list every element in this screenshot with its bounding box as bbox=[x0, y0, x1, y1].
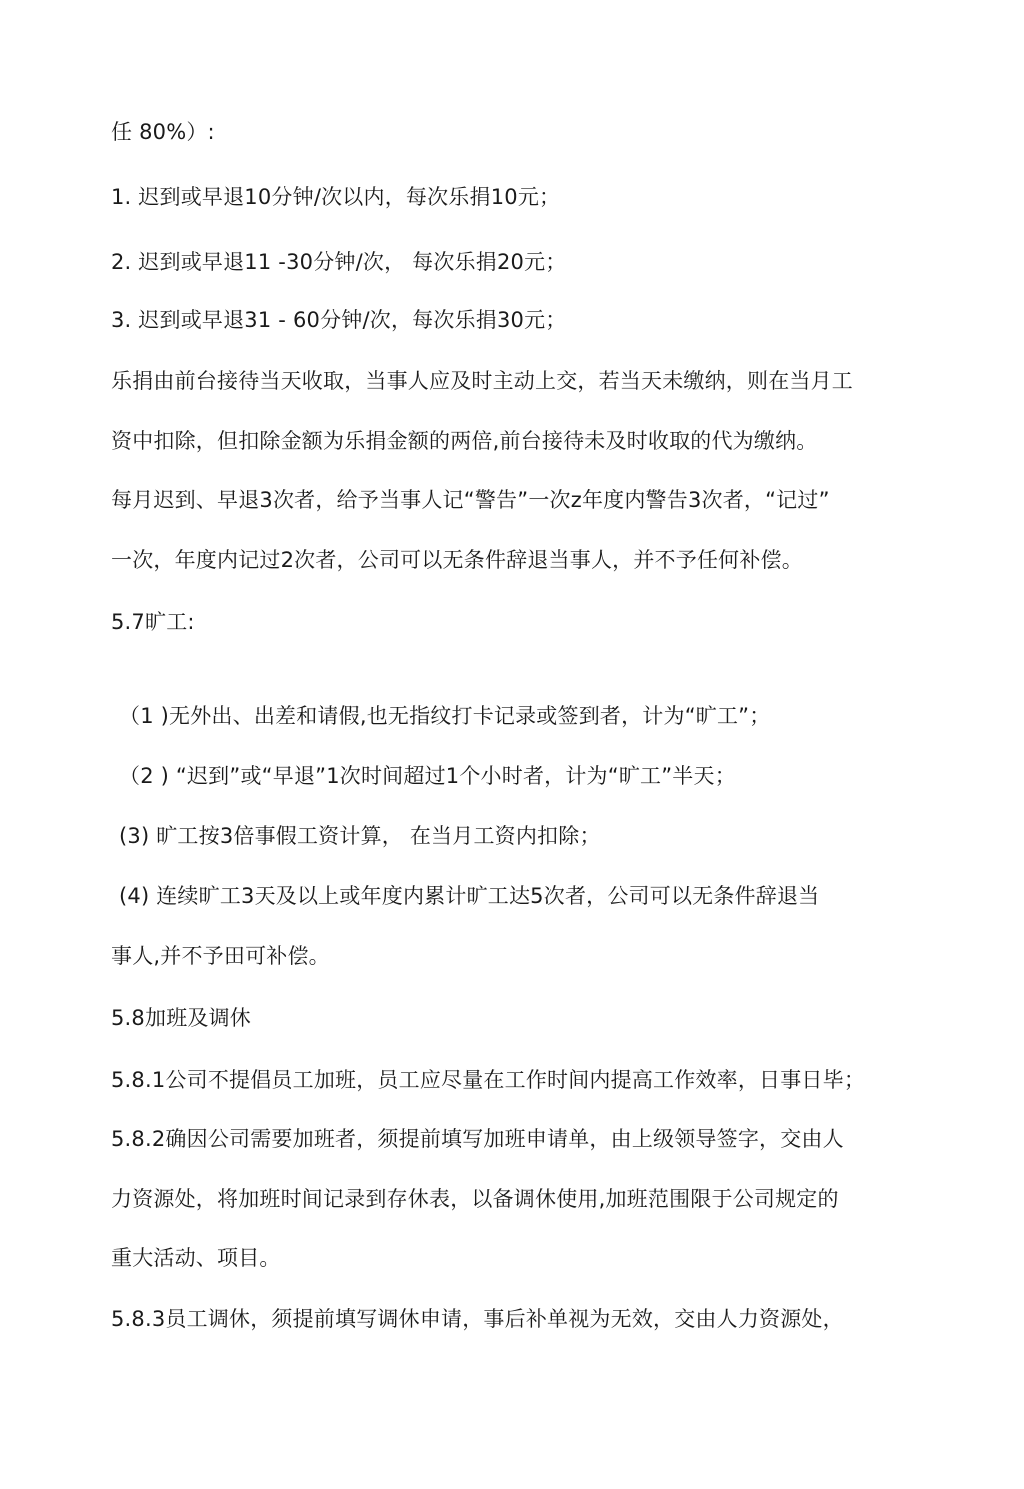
text-line-5-8-2-cont: 重大活动、项目。 bbox=[111, 1246, 281, 1270]
text-line-item-2: （2 ) “迟到”或“早退”1次时间超过1个小时者，计为“旷工”半天； bbox=[119, 764, 736, 788]
text-line-paragraph: 乐捐由前台接待当天收取，当事人应及时主动上交，若当天未缴纳，则在当月工 bbox=[111, 369, 853, 393]
section-heading-5-8: 5.8加班及调休 bbox=[111, 1006, 251, 1030]
text-line-item-1: （1 )无外出、出差和请假,也无指纹打卡记录或签到者，计为“旷工”； bbox=[119, 704, 771, 728]
text-line-rule-1: 1. 迟到或早退10分钟/次以内，每次乐捐10元； bbox=[111, 185, 561, 209]
text-line-rule-3: 3. 迟到或早退31 - 60分钟/次，每次乐捐30元； bbox=[111, 308, 567, 332]
text-line-item-4: (4) 连续旷工3天及以上或年度内累计旷工达5次者，公司可以无条件辞退当 bbox=[119, 884, 820, 908]
text-line-rule-2: 2. 迟到或早退11 -30分钟/次， 每次乐捐20元； bbox=[111, 250, 567, 274]
section-heading-5-7: 5.7旷工: bbox=[111, 610, 195, 634]
text-line-item-4-cont: 事人,并不予田可补偿。 bbox=[111, 944, 330, 968]
text-line-paragraph: 一次，年度内记过2次者，公司可以无条件辞退当事人，并不予任何补偿。 bbox=[111, 548, 803, 572]
text-line-5-8-3: 5.8.3员工调休，须提前填写调休申请，事后补单视为无效，交由人力资源处， bbox=[111, 1307, 844, 1331]
text-line-5-8-2: 5.8.2确因公司需要加班者，须提前填写加班申请单，由上级领导签字，交由人 bbox=[111, 1127, 844, 1151]
text-line-continuation: 任 80%）: bbox=[111, 120, 215, 144]
text-line-5-8-2-cont: 力资源处，将加班时间记录到存休表，以备调休使用,加班范围限于公司规定的 bbox=[111, 1187, 839, 1211]
text-line-paragraph: 资中扣除，但扣除金额为乐捐金额的两倍,前台接待未及时收取的代为缴纳。 bbox=[111, 429, 818, 453]
text-line-5-8-1: 5.8.1公司不提倡员工加班，员工应尽量在工作时间内提高工作效率，日事日毕； bbox=[111, 1068, 866, 1092]
text-line-paragraph: 每月迟到、早退3次者，给予当事人记“警告”一次z年度内警告3次者，“记过” bbox=[111, 488, 830, 512]
text-line-item-3: (3) 旷工按3倍事假工资计算， 在当月工资内扣除； bbox=[119, 824, 601, 848]
